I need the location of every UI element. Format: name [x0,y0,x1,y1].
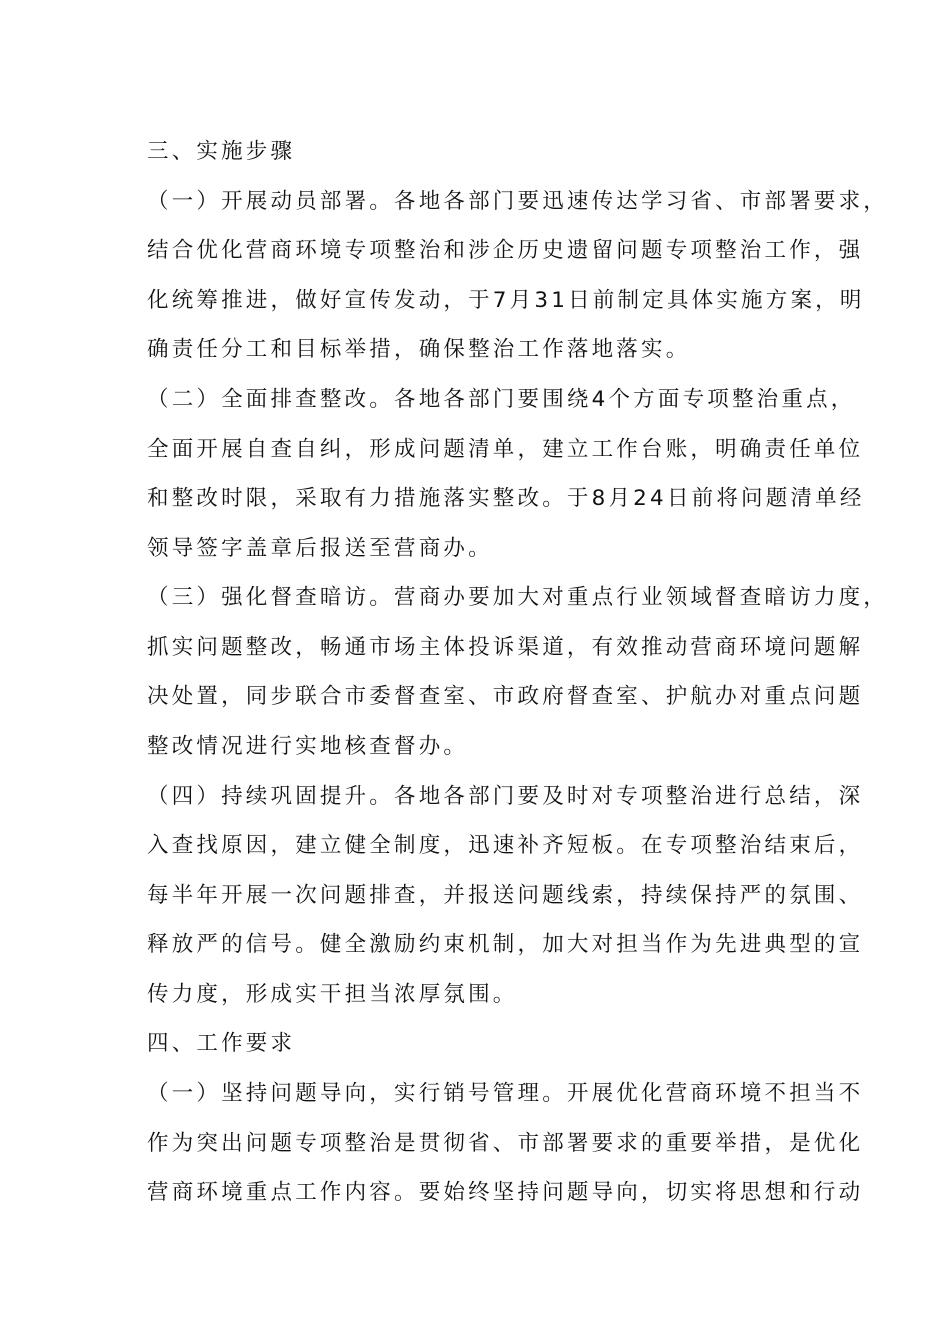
text-line: （二）全面排查整改。各地各部门要围绕4个方面专项整治重点， [147,387,856,412]
text-line: 作为突出问题专项整治是贯彻省、市部署要求的重要举措，是优化 [147,1131,864,1156]
text-line: （一）开展动员部署。各地各部门要迅速传达学习省、市部署要求， [147,189,889,214]
text-line: （四）持续巩固提升。各地各部门要及时对专项整治进行总结，深 [147,784,864,809]
section-heading-implementation-steps: 三、实施步骤 [147,139,296,164]
text-line: 和整改时限，采取有力措施落实整改。于8月24日前将问题清单经 [147,486,865,511]
text-line: 抓实问题整改，畅通市场主体投诉渠道，有效推动营商环境问题解 [147,635,864,660]
text-line: 营商环境重点工作内容。要始终坚持问题导向，切实将思想和行动 [147,1180,864,1205]
text-line: 全面开展自查自纠，形成问题清单，建立工作台账，明确责任单位 [147,437,864,462]
text-line: 化统筹推进，做好宣传发动，于7月31日前制定具体实施方案，明 [147,288,865,313]
text-line: 传力度，形成实干担当浓厚氛围。 [147,982,518,1007]
section-heading-work-requirements: 四、工作要求 [147,1031,296,1056]
text-line: 决处置，同步联合市委督查室、市政府督查室、护航办对重点问题 [147,684,864,709]
text-line: 整改情况进行实地核查督办。 [147,734,469,759]
text-line: （一）坚持问题导向，实行销号管理。开展优化营商环境不担当不 [147,1081,864,1106]
text-line: 结合优化营商环境专项整治和涉企历史遗留问题专项整治工作，强 [147,238,864,263]
text-line: 领导签字盖章后报送至营商办。 [147,536,493,561]
text-line: 每半年开展一次问题排查，并报送问题线索，持续保持严的氛围、 [147,883,864,908]
text-line: 确责任分工和目标举措，确保整治工作落地落实。 [147,337,691,362]
text-line: （三）强化督查暗访。营商办要加大对重点行业领域督查暗访力度， [147,585,889,610]
text-line: 入查找原因，建立健全制度，迅速补齐短板。在专项整治结束后， [147,833,864,858]
text-line: 释放严的信号。健全激励约束机制，加大对担当作为先进典型的宣 [147,932,864,957]
